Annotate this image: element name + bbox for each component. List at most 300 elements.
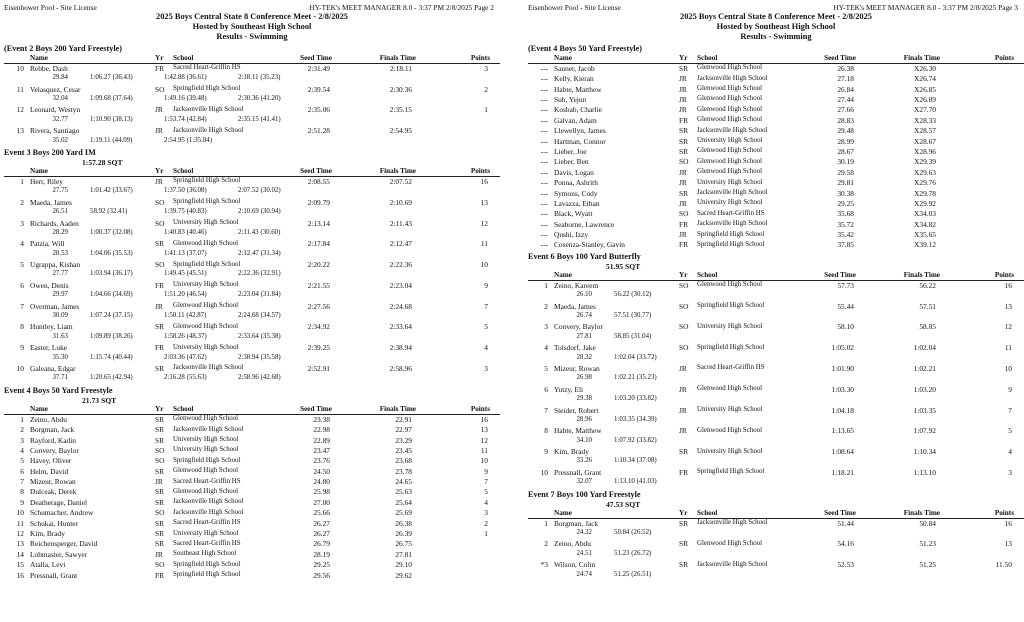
seed-time: 27.18: [837, 74, 854, 84]
place: 11: [16, 84, 24, 94]
meet-manager-label: HY-TEK's MEET MANAGER 8.0 - 3:37 PM 2/8/2025 Page 3: [833, 3, 1018, 12]
split-time: 1:10.34 (37.08): [614, 457, 657, 465]
swimmer-year: SR: [155, 322, 165, 332]
swimmer-year: SR: [155, 425, 165, 435]
split-time: 1:58.26 (48.37): [164, 332, 207, 340]
points: 13: [1004, 539, 1012, 549]
swimmer-year: SR: [155, 239, 165, 249]
finals-time: 22.97: [395, 425, 412, 435]
swimmer-row: [528, 447, 1024, 457]
split-time: 35.02: [52, 136, 68, 144]
swimmer-year: SO: [155, 560, 165, 570]
swimmer-school: Glenwood High School: [697, 281, 763, 289]
place: 8: [544, 426, 548, 436]
split-time: 2:10.69 (30.94): [238, 208, 281, 216]
seed-time: 28.83: [837, 115, 854, 125]
split-time: 24.51: [576, 549, 592, 557]
finals-time: 51.23: [919, 539, 936, 549]
col-yr-header: Yr: [679, 270, 688, 279]
finals-time: 1:13.10: [913, 467, 936, 477]
place: 15: [16, 560, 24, 570]
col-yr-header: Yr: [679, 508, 688, 517]
seed-time: 1:05.02: [831, 343, 854, 353]
split-row: [528, 550, 1024, 560]
place: 10: [16, 363, 24, 373]
finals-time: X26.85: [914, 84, 936, 94]
swimmer-school: University High School: [697, 322, 763, 330]
swimmer-row: [528, 230, 1024, 240]
seed-time: 29.25: [837, 198, 854, 208]
swimmer-school: Springfield High School: [173, 260, 241, 268]
finals-time: X28.57: [914, 126, 936, 136]
place: ---: [540, 63, 548, 73]
swimmer-year: JR: [679, 94, 687, 104]
swimmer-year: SR: [155, 414, 165, 424]
swimmer-name: Lieber, Joe: [554, 146, 587, 156]
finals-time: 2:23.04: [389, 280, 412, 290]
seed-time: 29.58: [837, 167, 854, 177]
place: 7: [544, 405, 548, 415]
swimmer-name: Helm, David: [30, 466, 69, 476]
place: 8: [20, 487, 24, 497]
col-yr-header: Yr: [679, 53, 688, 62]
seed-time: 27.00: [313, 497, 330, 507]
split-time: 2:07.52 (30.02): [238, 187, 281, 195]
swimmer-year: JR: [679, 198, 687, 208]
split-time: 2:11.43 (30.60): [238, 228, 281, 236]
finals-time: 1:03.20: [913, 384, 936, 394]
points: 16: [1004, 518, 1012, 528]
swimmer-row: [4, 446, 500, 456]
col-seed-header: Seed Time: [300, 166, 332, 175]
swimmer-year: SO: [679, 157, 689, 167]
swimmer-row: [4, 105, 500, 115]
place: ---: [540, 105, 548, 115]
swimmer-name: Convery, Baylor: [30, 445, 79, 455]
split-time: 2:22.36 (32.91): [238, 270, 281, 278]
place: 4: [20, 239, 24, 249]
finals-time: 23.29: [395, 435, 412, 445]
page-header: [4, 0, 500, 12]
split-time: 50.84 (26.52): [614, 529, 652, 537]
points: 3: [484, 63, 488, 73]
swimmer-school: Glenwood High School: [173, 239, 239, 247]
swimmer-name: Herr, Riley: [30, 176, 63, 186]
split-row: [528, 529, 1024, 539]
swimmer-name: Rivera, Santiago: [30, 126, 80, 136]
split-time: 30.09: [52, 312, 68, 320]
seed-time: 2:21.55: [307, 280, 330, 290]
hosted-by: Hosted by Southeast High School: [192, 22, 312, 32]
swimmer-name: Sanner, Jacob: [554, 63, 595, 73]
finals-time: 23.78: [395, 466, 412, 476]
split-time: 28.29: [52, 228, 68, 236]
split-time: 1:51.20 (46.54): [164, 291, 207, 299]
swimmer-school: Jacksonville High School: [173, 508, 244, 516]
swimmer-year: SO: [679, 301, 689, 311]
swimmer-year: JR: [155, 176, 163, 186]
seed-time: 29.56: [313, 570, 330, 580]
swimmer-year: SO: [155, 508, 165, 518]
swimmer-school: Glenwood High School: [173, 467, 239, 475]
swimmer-name: Rayford, Kadin: [30, 435, 76, 445]
swimmer-name: Schukai, Hunter: [30, 518, 79, 528]
swimmer-row: [4, 322, 500, 332]
col-name-header: Name: [30, 166, 48, 175]
col-seed-header: Seed Time: [824, 508, 856, 517]
split-time: 2:54.95 (1:35.84): [164, 136, 213, 144]
place: ---: [540, 94, 548, 104]
split-time: 24.74: [576, 570, 592, 578]
finals-time: X34.82: [914, 219, 936, 229]
seed-time: 1:13.65: [831, 426, 854, 436]
col-finals-header: Finals Time: [903, 53, 940, 62]
swimmer-row: [528, 137, 1024, 147]
points: 1: [484, 105, 488, 115]
seed-time: 2:09.79: [307, 197, 330, 207]
swimmer-row: [4, 508, 500, 518]
seed-time: 29.48: [837, 126, 854, 136]
place: 2: [544, 301, 548, 311]
swimmer-school: Jacksonville High School: [697, 126, 768, 134]
split-time: 1:02.21 (35.23): [614, 374, 657, 382]
col-seed-header: Seed Time: [824, 270, 856, 279]
swimmer-row: [528, 147, 1024, 157]
swimmer-year: JR: [679, 74, 687, 84]
seed-time: 28.19: [313, 549, 330, 559]
place: ---: [540, 178, 548, 188]
swimmer-row: [4, 571, 500, 581]
swimmer-year: SO: [155, 260, 165, 270]
split-time: 2:58.96 (42.68): [238, 374, 281, 382]
finals-time: X34.03: [914, 209, 936, 219]
split-time: 1:20.65 (42.94): [90, 374, 133, 382]
swimmer-year: SR: [155, 529, 165, 539]
swimmer-row: [4, 498, 500, 508]
col-points-header: Points: [994, 270, 1014, 279]
split-time: 26.10: [576, 291, 592, 299]
swimmer-row: [528, 240, 1024, 250]
points: 11: [480, 239, 488, 249]
col-points-header: Points: [470, 404, 490, 413]
swimmer-school: Springfield High School: [173, 571, 241, 579]
points: 16: [480, 176, 488, 186]
split-time: 2:16.28 (55.63): [164, 374, 207, 382]
split-time: 32.04: [52, 94, 68, 102]
swimmer-name: Maeda, James: [554, 301, 596, 311]
col-yr-header: Yr: [155, 53, 164, 62]
swimmer-year: SR: [679, 146, 689, 156]
results-label: Results - Swimming: [740, 32, 812, 42]
points: 7: [484, 301, 488, 311]
results-label: Results - Swimming: [216, 32, 288, 42]
swimmer-school: Sacred Heart-Griffin HS: [697, 209, 765, 217]
swimmer-year: FR: [155, 280, 165, 290]
column-header-row: [4, 167, 500, 177]
swimmer-school: Glenwood High School: [697, 385, 763, 393]
swimmer-year: SR: [155, 435, 165, 445]
finals-time: X27.70: [914, 105, 936, 115]
finals-time: X28.96: [914, 146, 936, 156]
swimmer-row: [4, 64, 500, 74]
points: 9: [1008, 384, 1012, 394]
split-time: 31.63: [52, 332, 68, 340]
swimmer-name: Velasquez, Cesar: [30, 84, 81, 94]
col-yr-header: Yr: [155, 166, 164, 175]
swimmer-name: Maeda, James: [30, 197, 72, 207]
place: 5: [544, 363, 548, 373]
seed-time: 24.50: [313, 466, 330, 476]
col-points-header: Points: [994, 508, 1014, 517]
seed-time: 2:20.22: [307, 260, 330, 270]
swimmer-row: [4, 477, 500, 487]
swimmer-row: [4, 467, 500, 477]
swimmer-row: [528, 116, 1024, 126]
swimmer-row: [4, 415, 500, 425]
swimmer-name: Richards, Aaden: [30, 218, 79, 228]
points: 10: [480, 260, 488, 270]
points: 13: [480, 425, 488, 435]
seed-time: 30.38: [837, 188, 854, 198]
swimmer-school: Glenwood High School: [173, 415, 239, 423]
swimmer-school: Jacksonville High School: [697, 560, 768, 568]
place: ---: [540, 230, 548, 240]
split-time: 2:33.64 (35.38): [238, 332, 281, 340]
swimmer-school: University High School: [697, 447, 763, 455]
finals-time: 1:07.92: [913, 426, 936, 436]
swimmer-year: SR: [679, 447, 689, 457]
split-time: 2:03.36 (47.62): [164, 353, 207, 361]
place: 6: [20, 280, 24, 290]
split-time: 29.97: [52, 291, 68, 299]
event-record: 51.95 SQT: [606, 261, 641, 271]
swimmer-name: Wilson, Colin: [554, 560, 596, 570]
place: ---: [540, 188, 548, 198]
swimmer-school: Springfield High School: [697, 468, 765, 476]
col-finals-header: Finals Time: [379, 404, 416, 413]
split-time: 29.38: [576, 395, 592, 403]
seed-time: 24.80: [313, 477, 330, 487]
points: 7: [484, 477, 488, 487]
points: 11.50: [995, 560, 1012, 570]
swimmer-year: JR: [679, 230, 687, 240]
swimmer-row: [528, 178, 1024, 188]
finals-time: X28.33: [914, 115, 936, 125]
finals-time: 1:10.34: [913, 447, 936, 457]
swimmer-name: Atalla, Levi: [30, 560, 66, 570]
swimmer-row: [528, 343, 1024, 353]
place: 1: [544, 280, 548, 290]
swimmer-school: University High School: [697, 199, 763, 207]
finals-time: 25.63: [395, 487, 412, 497]
points: 10: [480, 456, 488, 466]
place: 3: [20, 435, 24, 445]
seed-time: 26.79: [313, 539, 330, 549]
split-time: 28.32: [576, 353, 592, 361]
place: 8: [20, 322, 24, 332]
seed-time: 2:08.55: [307, 176, 330, 186]
swimmer-year: FR: [155, 570, 165, 580]
finals-time: 1:03.35: [913, 405, 936, 415]
points: 9: [484, 280, 488, 290]
split-row: [4, 333, 500, 343]
swimmer-name: Reichensperger, David: [30, 539, 98, 549]
swimmer-name: Borgman, Jack: [30, 425, 75, 435]
swimmer-year: SO: [155, 456, 165, 466]
finals-time: 2:10.69: [389, 197, 412, 207]
swimmer-name: Cosenza-Stanley, Gavin: [554, 240, 625, 250]
place: 9: [20, 497, 24, 507]
site-license-label: Eisenhower Pool - Site License: [4, 3, 97, 12]
swimmer-row: [528, 64, 1024, 74]
place: ---: [540, 136, 548, 146]
seed-time: 2:39.54: [307, 84, 330, 94]
swimmer-name: Steider, Robert: [554, 405, 599, 415]
swimmer-year: JR: [155, 105, 163, 115]
split-row: [4, 270, 500, 280]
swimmer-year: SR: [155, 363, 165, 373]
swimmer-name: Kelly, Kieran: [554, 74, 594, 84]
split-row: [528, 571, 1024, 581]
swimmer-row: [528, 385, 1024, 395]
swimmer-year: FR: [155, 343, 165, 353]
split-time: 1:37.50 (36.08): [164, 187, 207, 195]
swimmer-name: Mizeur, Rowan: [554, 363, 600, 373]
swimmer-school: Springfield High School: [697, 230, 765, 238]
finals-time: 26.38: [395, 518, 412, 528]
col-seed-header: Seed Time: [300, 53, 332, 62]
seed-time: 35.72: [837, 219, 854, 229]
swimmer-year: SO: [155, 197, 165, 207]
split-time: 1:04.06 (35.53): [90, 249, 133, 257]
swimmer-row: [4, 456, 500, 466]
swimmer-school: Jacksonville High School: [697, 519, 768, 527]
split-time: 1:07.24 (37.15): [90, 312, 133, 320]
swimmer-row: [528, 560, 1024, 570]
points: 1: [484, 529, 488, 539]
seed-time: 26.38: [837, 63, 854, 73]
swimmer-school: Glenwood High School: [697, 539, 763, 547]
col-name-header: Name: [554, 508, 572, 517]
split-time: 1:42.88 (36.61): [164, 74, 207, 82]
swimmer-school: University High School: [697, 137, 763, 145]
swimmer-row: [4, 126, 500, 136]
split-row: [4, 312, 500, 322]
swimmer-name: Mizeur, Rowan: [30, 477, 76, 487]
swimmer-school: Jacksonville High School: [173, 126, 244, 134]
split-time: 1:10.90 (38.13): [90, 115, 133, 123]
event-title: Event 4 Boys 50 Yard Freestyle: [4, 385, 113, 395]
swimmer-year: SO: [155, 218, 165, 228]
place: 7: [20, 301, 24, 311]
seed-time: 2:13.14: [307, 218, 330, 228]
swimmer-name: Owen, Denis: [30, 280, 69, 290]
finals-time: 26.75: [395, 539, 412, 549]
seed-time: 26.84: [837, 84, 854, 94]
swimmer-name: Llewellyn, James: [554, 126, 606, 136]
place: 2: [20, 425, 24, 435]
swimmer-row: [4, 560, 500, 570]
place: ---: [540, 209, 548, 219]
swimmer-year: JR: [679, 167, 687, 177]
swimmer-year: SR: [679, 63, 689, 73]
finals-time: 51.25: [919, 560, 936, 570]
finals-time: 1:02.04: [913, 343, 936, 353]
split-time: 1:04.66 (34.69): [90, 291, 133, 299]
swimmer-school: University High School: [697, 406, 763, 414]
swimmer-school: Jacksonville High School: [697, 74, 768, 82]
split-row: [528, 312, 1024, 322]
swimmer-name: Overman, James: [30, 301, 80, 311]
col-school-header: School: [173, 166, 194, 175]
seed-time: 35.68: [837, 209, 854, 219]
place: 12: [16, 105, 24, 115]
seed-time: 23.47: [313, 445, 330, 455]
points: 16: [1004, 280, 1012, 290]
place: ---: [540, 157, 548, 167]
event-record: 47.53 SQT: [606, 499, 641, 509]
swimmer-school: Glenwood High School: [697, 105, 763, 113]
swimmer-year: SR: [155, 539, 165, 549]
split-row: [528, 395, 1024, 405]
split-time: 1:49.45 (45.51): [164, 270, 207, 278]
col-school-header: School: [697, 270, 718, 279]
col-name-header: Name: [554, 270, 572, 279]
column-header-row: [4, 54, 500, 64]
swimmer-name: Davis, Logan: [554, 167, 594, 177]
split-time: 57.51 (30.77): [614, 312, 652, 320]
seed-time: 27.44: [837, 94, 854, 104]
place: 4: [20, 445, 24, 455]
seed-time: 58.10: [837, 322, 854, 332]
points: 4: [484, 497, 488, 507]
swimmer-name: Convery, Baylor: [554, 322, 603, 332]
place: *3: [540, 560, 548, 570]
split-row: [4, 291, 500, 301]
swimmer-year: SR: [679, 136, 689, 146]
seed-time: 23.38: [313, 414, 330, 424]
split-time: 1:13.10 (41.03): [614, 478, 657, 486]
seed-time: 2:27.56: [307, 301, 330, 311]
finals-time: 22.91: [395, 414, 412, 424]
swimmer-school: Springfield High School: [173, 177, 241, 185]
swimmer-year: FR: [679, 467, 689, 477]
swimmer-row: [528, 95, 1024, 105]
points: 12: [1004, 322, 1012, 332]
seed-time: 2:31.49: [307, 63, 330, 73]
split-time: 1:01.42 (33.67): [90, 187, 133, 195]
swimmer-school: Springfield High School: [697, 240, 765, 248]
swimmer-school: Glenwood High School: [697, 64, 763, 72]
swimmer-year: FR: [679, 219, 689, 229]
place: ---: [540, 115, 548, 125]
split-time: 2:24.68 (34.57): [238, 312, 281, 320]
seed-time: 28.67: [837, 146, 854, 156]
swimmer-name: Habte, Matthew: [554, 84, 602, 94]
swimmer-year: JR: [155, 126, 163, 136]
swimmer-row: [528, 157, 1024, 167]
place: 9: [20, 343, 24, 353]
points: 4: [1008, 447, 1012, 457]
swimmer-name: Easter, Luke: [30, 343, 68, 353]
finals-time: 26.39: [395, 529, 412, 539]
place: 13: [16, 539, 24, 549]
split-row: [528, 354, 1024, 364]
place: ---: [540, 167, 548, 177]
finals-time: 2:11.43: [389, 218, 412, 228]
col-seed-header: Seed Time: [824, 53, 856, 62]
swimmer-row: [4, 550, 500, 560]
